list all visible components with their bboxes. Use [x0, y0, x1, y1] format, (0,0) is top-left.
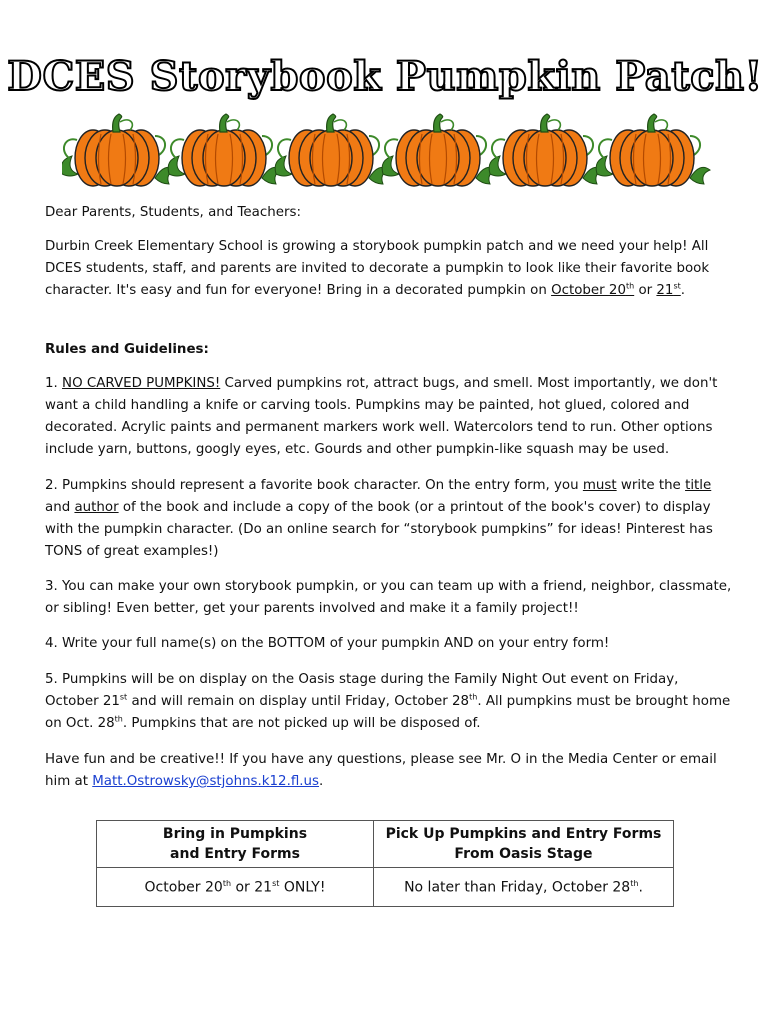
intro-date-2: 21st: [656, 281, 681, 298]
rules-heading: Rules and Guidelines:: [45, 342, 209, 357]
header-pick-up: Pick Up Pumpkins and Entry Forms From Oasis Stage: [373, 821, 673, 868]
rule-2: 2. Pumpkins should represent a favorite book character. On the entry form, you must write the title and author of the book and include a copy of the book (or a printout of the book's cover) to display with the pumpkin character. (Do an online search for “storybook pumpkins” for ideas! Pinterest has TONS of great examples!): [45, 478, 713, 559]
rule-5: 5. Pumpkins will be on display on the Oasis stage during the Family Night Out event on Friday, October 21st and will remain on display until Friday, October 28th. All pumpkins must be brought home on Oct. 28th. Pumpkins that are not picked up will be disposed of.: [45, 672, 731, 731]
closing-paragraph: Have fun and be creative!! If you have any questions, please see Mr. O in the Media Center or email him at Matt.Ostrowsky@stjohns.k12.fl.us.: [45, 752, 717, 789]
pumpkin-icon: [275, 114, 389, 186]
rule-1: 1. NO CARVED PUMPKINS! Carved pumpkins rot, attract bugs, and smell. Most importantly, we don't want a child handling a knife or carving tools. Pumpkins may be painted, hot glued, colored and decorated. Acrylic paints and permanent markers work well. Watercolors tend to run. Other options include yarn, buttons, googly eyes, etc. Gourds and other pumpkin-like squash may be used.: [45, 376, 718, 457]
cell-bring-in-dates: October 20th or 21st ONLY!: [97, 868, 374, 907]
cell-pick-up-date: No later than Friday, October 28th.: [373, 868, 673, 907]
author-emphasis: author: [74, 500, 119, 515]
email-link[interactable]: Matt.Ostrowsky@stjohns.k12.fl.us: [92, 774, 319, 789]
table-row: [97, 868, 674, 907]
intro-paragraph: Durbin Creek Elementary School is growing a storybook pumpkin patch and we need your help! All DCES students, staff, and parents are invited to decorate a pumpkin to look like their favorite book character. It's easy and fun for everyone! Bring in a decorated pumpkin on October 20th or 21st.: [45, 239, 710, 298]
header-bring-in: Bring in Pumpkins and Entry Forms: [97, 821, 374, 868]
rule-4: 4. Write your full name(s) on the BOTTOM of your pumpkin AND on your entry form!: [45, 636, 610, 651]
must-emphasis: must: [582, 478, 617, 493]
intro-date-1: October 20th: [551, 281, 635, 298]
intro-text: Durbin Creek Elementary School is growing a storybook pumpkin patch and we need your help! All DCES students, staff, and parents are invited to decorate a pumpkin to look like their favorite book character. It's easy and fun for everyone! Bring in a decorated pumpkin on: [45, 239, 710, 298]
pumpkin-icon: [168, 114, 282, 186]
pumpkin-icon: [489, 114, 603, 186]
greeting: Dear Parents, Students, and Teachers:: [45, 205, 301, 220]
title-emphasis: title: [685, 478, 712, 493]
schedule-table: [96, 820, 674, 907]
rule-3: 3. You can make your own storybook pumpkin, or you can team up with a friend, neighbor, classmate, or sibling! Even better, get your parents involved and make it a family project!!: [45, 579, 732, 616]
table-header-row: [97, 821, 674, 868]
pumpkin-icon: [596, 114, 710, 186]
pumpkin-icon: [62, 114, 175, 186]
pumpkin-row-illustration: [62, 108, 722, 188]
pumpkin-icon: [382, 114, 496, 186]
page-title: DCES Storybook Pumpkin Patch!: [7, 53, 763, 100]
no-carved-emphasis: NO CARVED PUMPKINS!: [62, 376, 221, 391]
